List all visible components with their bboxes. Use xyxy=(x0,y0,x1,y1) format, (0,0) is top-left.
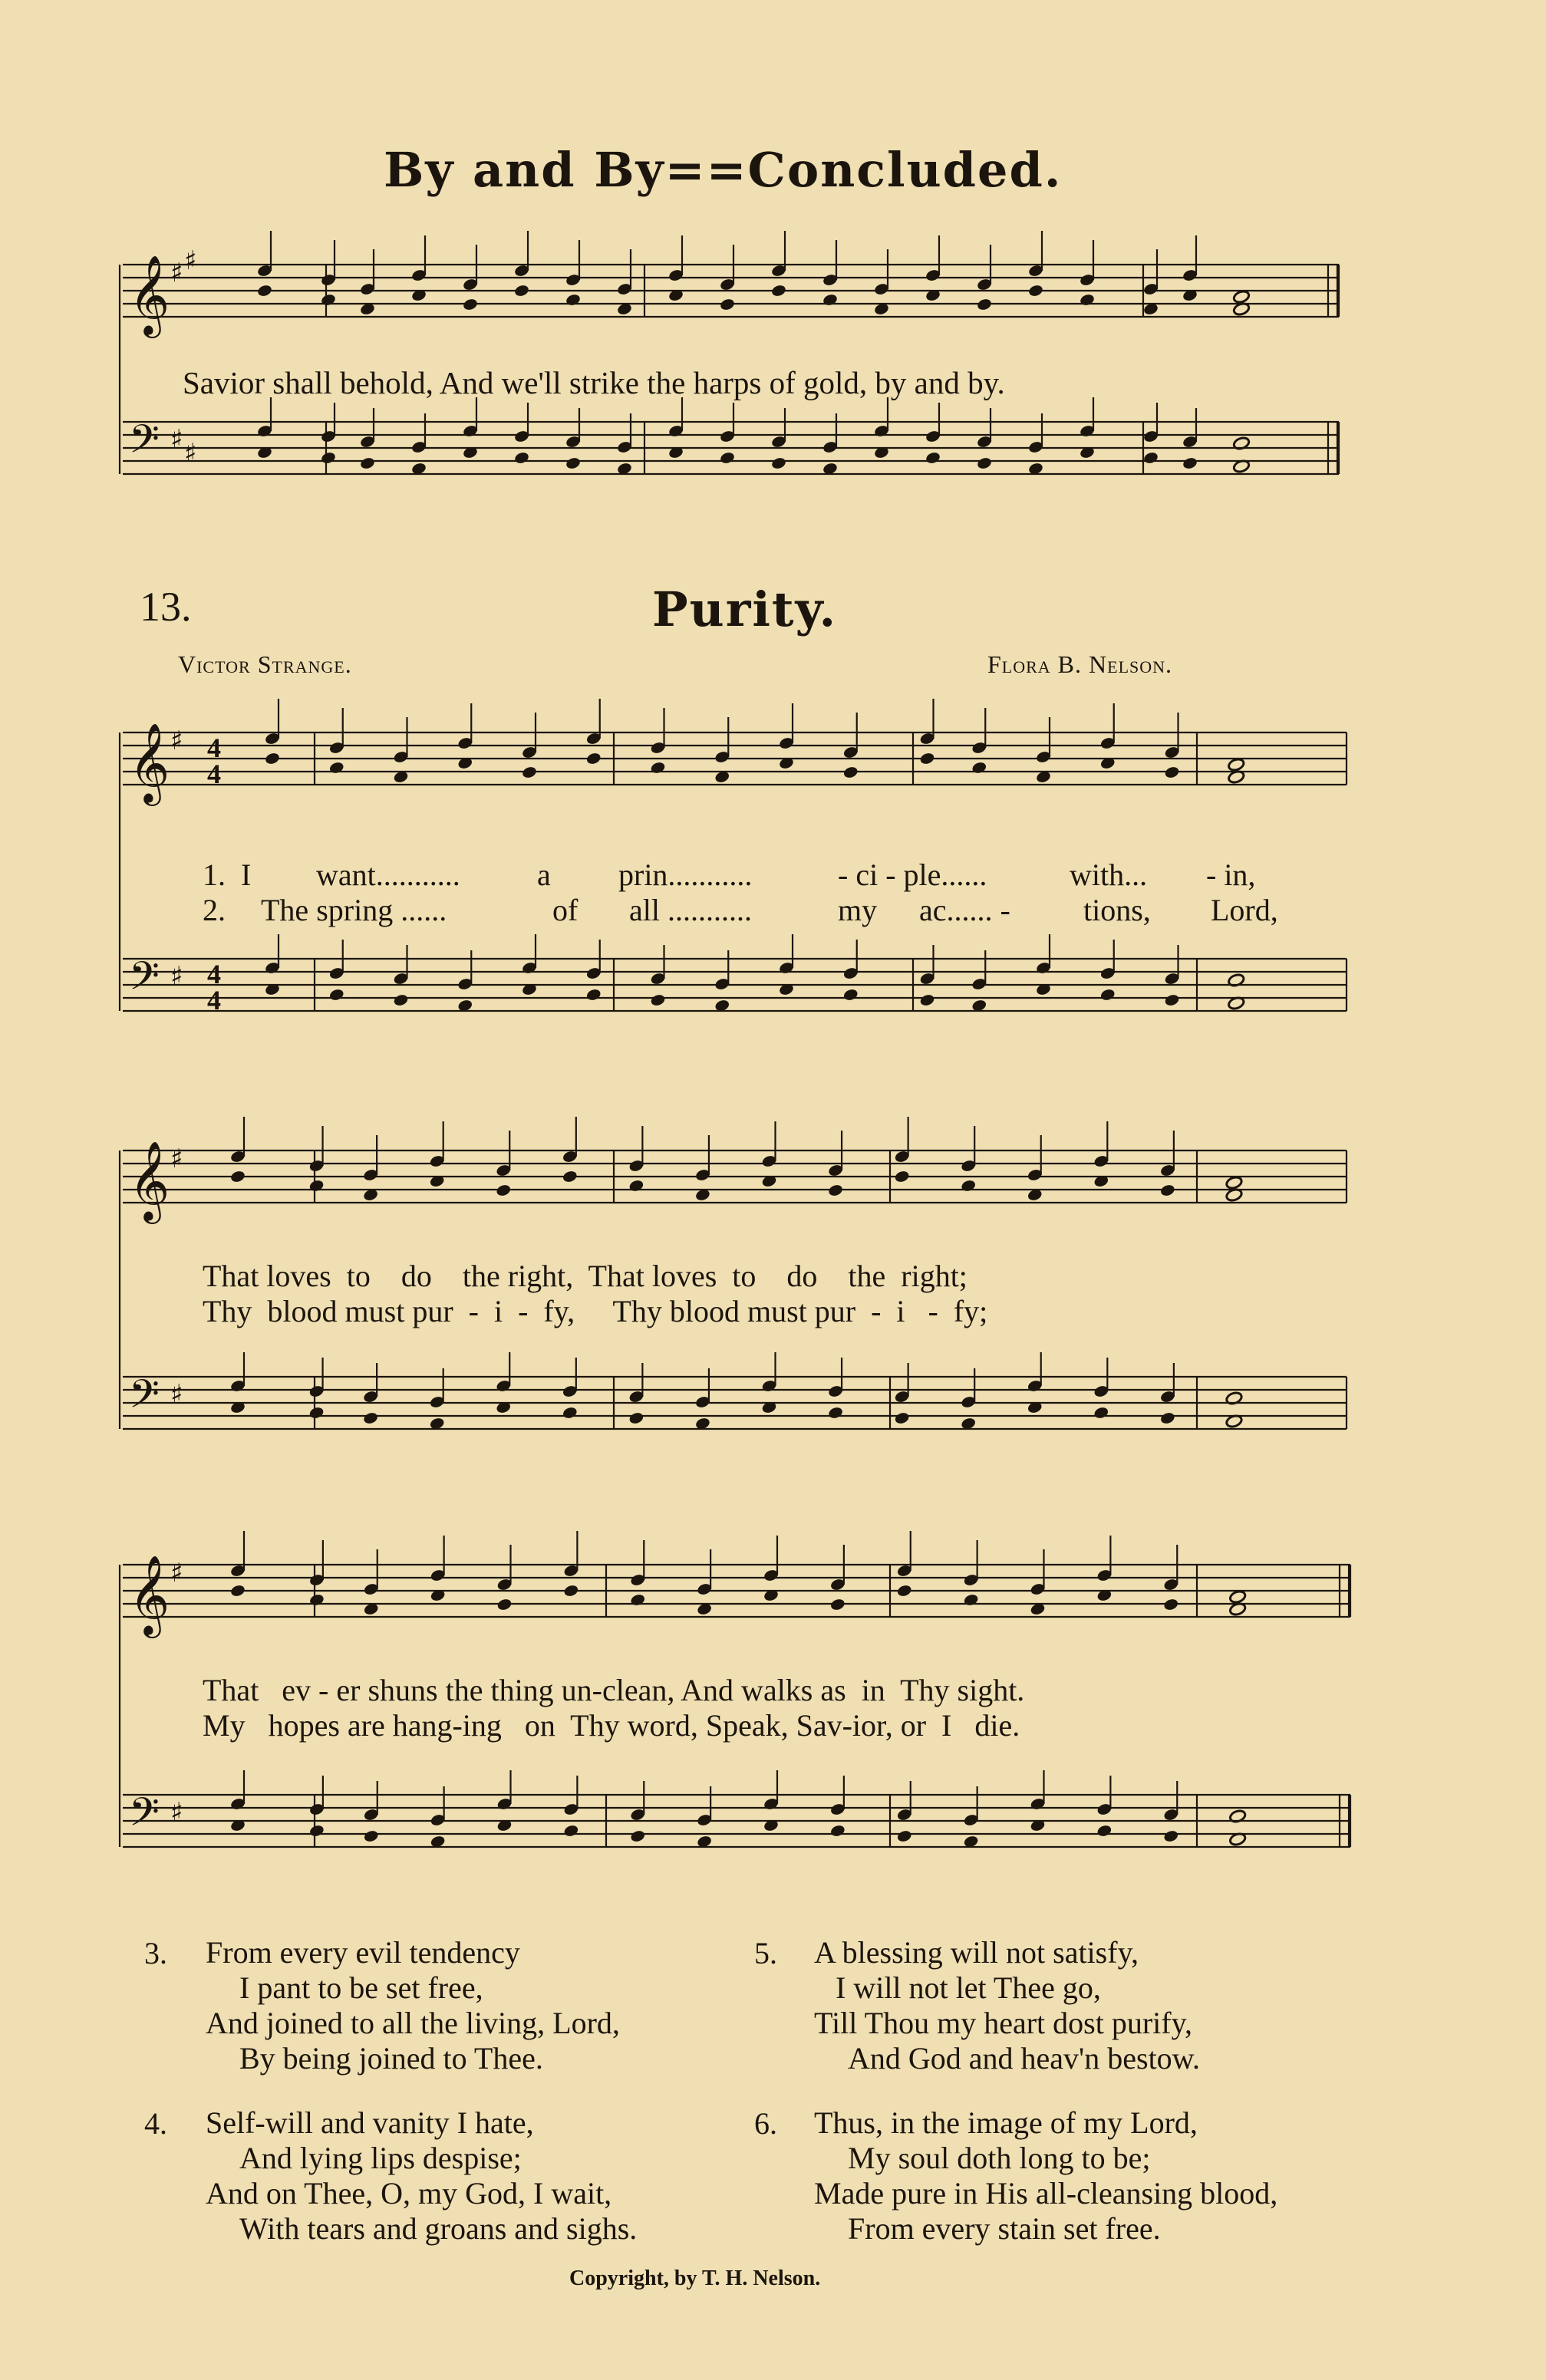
note-head xyxy=(842,765,859,779)
note-head xyxy=(320,293,336,307)
note-head xyxy=(513,451,529,465)
note-head xyxy=(1164,765,1180,779)
note-head xyxy=(1099,988,1116,1002)
note-head xyxy=(264,752,280,765)
note-head xyxy=(961,1179,977,1193)
copyright: Copyright, by T. H. Nelson. xyxy=(569,2266,821,2290)
lyric-word: ac...... - xyxy=(919,893,1010,927)
note-head xyxy=(896,1584,912,1598)
note-head xyxy=(362,1411,378,1425)
note-head xyxy=(827,1183,843,1197)
note-head xyxy=(628,1411,644,1425)
bass-clef-icon: 𝄢 xyxy=(129,953,160,1009)
note-head xyxy=(229,1584,246,1598)
bass-clef-icon: 𝄢 xyxy=(129,416,160,472)
verse-6: Thus, in the image of my Lord, My soul doth long to be; Made pure in His all-cleansing blood, From every stain set free. xyxy=(814,2105,1278,2246)
treble-clef-icon: 𝄞 xyxy=(129,1555,170,1635)
note-head xyxy=(328,761,344,775)
note-head xyxy=(308,1179,325,1193)
half-note-head xyxy=(1225,1175,1243,1190)
lyric-word: a xyxy=(537,858,551,892)
verse-number-4: 4. xyxy=(144,2106,167,2141)
composer: Victor Strange. xyxy=(178,650,352,678)
treble-clef-icon: 𝄞 xyxy=(129,723,170,803)
note-head xyxy=(1093,1406,1109,1420)
note-head xyxy=(328,988,344,1002)
note-head xyxy=(770,456,786,470)
note-head xyxy=(462,298,478,311)
note-head xyxy=(842,988,859,1002)
note-head xyxy=(829,1598,846,1611)
note-head xyxy=(1159,1411,1175,1425)
note-head xyxy=(320,451,336,465)
note-head xyxy=(919,752,935,765)
note-head xyxy=(976,456,992,470)
note-head xyxy=(565,293,581,307)
note-head xyxy=(308,1593,325,1607)
note-head xyxy=(585,752,602,765)
half-note-head xyxy=(1229,1589,1247,1604)
note-head xyxy=(829,1824,846,1838)
verse-number-3: 3. xyxy=(144,1936,167,1970)
note-head xyxy=(1164,993,1180,1007)
treble-clef-icon: 𝄞 xyxy=(129,255,170,335)
note-head xyxy=(1163,1829,1179,1843)
page-title: By and By==Concluded. xyxy=(384,142,1063,198)
treble-staff xyxy=(123,1565,1350,1617)
sharp-icon: ♯ xyxy=(170,726,183,756)
author: Flora B. Nelson. xyxy=(987,650,1173,678)
note-head xyxy=(971,761,987,775)
lyric-word: all ........... xyxy=(629,893,752,927)
lyric-word: I xyxy=(241,858,252,892)
note-head xyxy=(521,765,537,779)
bass-clef-icon: 𝄢 xyxy=(129,1789,160,1845)
note-head xyxy=(585,988,602,1002)
lyric-word: 1. xyxy=(203,858,226,892)
verse-3: From every evil tendency I pant to be set free, And joined to all the living, Lord, By being joined to Thee. xyxy=(206,1935,620,2076)
sharp-icon: ♯ xyxy=(184,245,197,276)
note-head xyxy=(628,1179,644,1193)
sharp-icon: ♯ xyxy=(170,961,183,992)
treble-staff xyxy=(123,732,1347,785)
note-head xyxy=(562,1170,578,1183)
note-head xyxy=(1159,1183,1175,1197)
note-head xyxy=(363,1829,379,1843)
note-head xyxy=(496,1183,512,1197)
note-head xyxy=(359,456,375,470)
note-head xyxy=(976,298,992,311)
lyric-word: with... xyxy=(1070,858,1148,892)
note-head xyxy=(896,1829,912,1843)
system2-lyric-line1: That loves to do the right, That loves to do the right; xyxy=(203,1259,967,1293)
note-head xyxy=(650,761,666,775)
hymn-number: 13. xyxy=(140,584,192,630)
note-head xyxy=(565,456,581,470)
lyric-word: want........... xyxy=(316,858,460,892)
note-head xyxy=(308,1406,325,1420)
verse-number-5: 5. xyxy=(754,1936,777,1970)
treble-clef-icon: 𝄞 xyxy=(129,1141,170,1221)
lyric-word: Lord, xyxy=(1211,893,1278,927)
note-head xyxy=(563,1584,579,1598)
note-head xyxy=(1096,1824,1113,1838)
note-head xyxy=(1027,284,1043,298)
system3-lyric-line1: That ev - er shuns the thing un-clean, And walks as in Thy sight. xyxy=(203,1673,1025,1707)
lyric-word: The spring ...... xyxy=(261,893,447,927)
lyric-word: - ci - ple...... xyxy=(838,858,987,892)
time-signature-bottom: 4 xyxy=(207,985,221,1016)
note-head xyxy=(1182,456,1198,470)
note-head xyxy=(770,284,786,298)
treble-staff xyxy=(123,1150,1347,1203)
note-head xyxy=(650,993,666,1007)
note-head xyxy=(919,993,935,1007)
time-signature-top: 4 xyxy=(207,959,221,989)
lyric-word: - in, xyxy=(1206,858,1256,892)
note-head xyxy=(894,1170,910,1183)
system0-lyric: Savior shall behold, And we'll strike the harps of gold, by and by. xyxy=(183,365,1005,400)
lyric-word: prin........... xyxy=(618,858,753,892)
half-note-head xyxy=(1228,757,1245,772)
bass-staff xyxy=(123,959,1347,1011)
sharp-icon: ♯ xyxy=(170,1379,183,1410)
note-head xyxy=(1079,293,1095,307)
note-head xyxy=(393,993,409,1007)
note-head xyxy=(719,451,735,465)
bass-clef-icon: 𝄢 xyxy=(129,1371,160,1427)
verse-5: A blessing will not satisfy, I will not let Thee go, Till Thou my heart dost purify, And God and heav'n bestow. xyxy=(814,1935,1200,2076)
note-head xyxy=(562,1406,578,1420)
note-head xyxy=(563,1824,579,1838)
lyric-word: 2. xyxy=(203,893,226,927)
system2-lyric-line2: Thy blood must pur - i - fy, Thy blood must pur - i - fy; xyxy=(203,1294,988,1328)
verse-number-6: 6. xyxy=(754,2106,777,2141)
note-head xyxy=(256,284,272,298)
sharp-icon: ♯ xyxy=(170,258,183,288)
note-head xyxy=(827,1406,843,1420)
lyric-word: my xyxy=(838,893,878,927)
system3-lyric-line2: My hopes are hang-ing on Thy word, Speak, Sav-ior, or I die. xyxy=(203,1708,1020,1743)
verse-4: Self-will and vanity I hate, And lying lips despise; And on Thee, O, my God, I wait, With tears and groans and sighs. xyxy=(206,2105,638,2246)
sharp-icon: ♯ xyxy=(170,424,183,455)
sharp-icon: ♯ xyxy=(184,438,197,469)
time-signature-bottom: 4 xyxy=(207,759,221,789)
note-head xyxy=(630,1593,646,1607)
note-head xyxy=(822,293,838,307)
sharp-icon: ♯ xyxy=(170,1144,183,1174)
hymn-title: Purity. xyxy=(652,581,838,637)
half-note-head xyxy=(1232,289,1250,304)
note-head xyxy=(630,1829,646,1843)
note-head xyxy=(1142,451,1159,465)
lyric-word: of xyxy=(552,893,579,927)
time-signature-top: 4 xyxy=(207,732,221,763)
note-head xyxy=(925,451,941,465)
note-head xyxy=(496,1598,513,1611)
note-head xyxy=(1163,1598,1179,1611)
note-head xyxy=(894,1411,910,1425)
note-head xyxy=(513,284,529,298)
note-head xyxy=(963,1593,979,1607)
note-head xyxy=(308,1824,325,1838)
sharp-icon: ♯ xyxy=(170,1558,183,1588)
note-head xyxy=(719,298,735,311)
sharp-icon: ♯ xyxy=(170,1797,183,1828)
note-head xyxy=(229,1170,246,1183)
lyric-word: tions, xyxy=(1083,893,1151,927)
